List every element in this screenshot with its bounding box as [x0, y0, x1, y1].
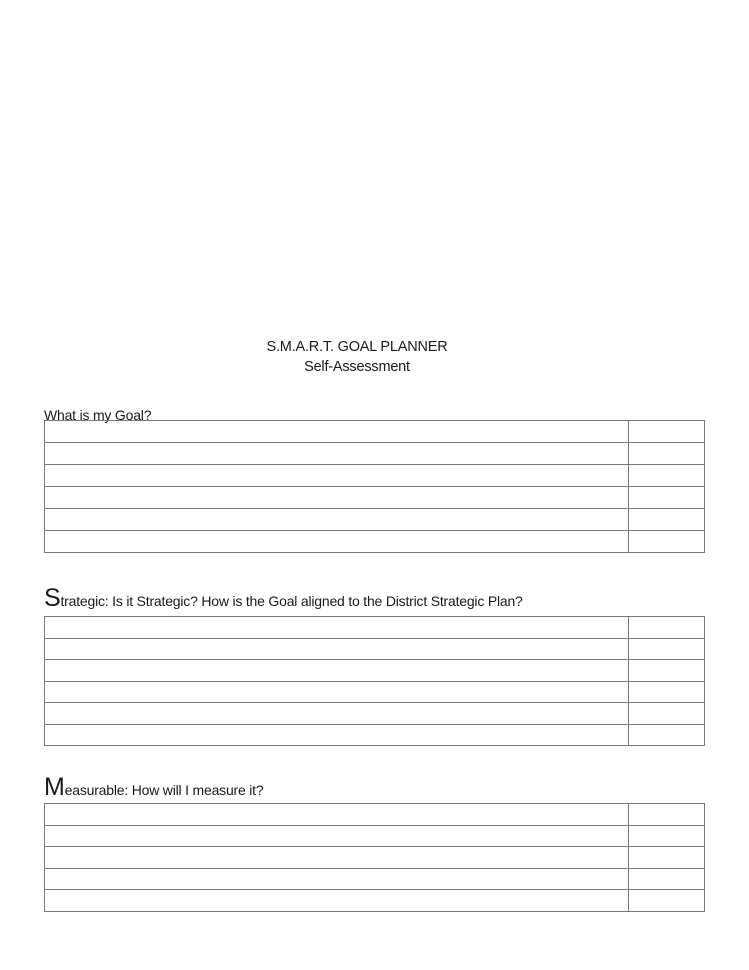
- measurable-entry-cell[interactable]: [45, 890, 629, 912]
- table-row: [45, 531, 705, 553]
- goal-check-cell[interactable]: [629, 421, 705, 443]
- goal-entry-cell[interactable]: [45, 421, 629, 443]
- section-label-text: What is my Goal?: [44, 407, 152, 423]
- measurable-entry-cell[interactable]: [45, 847, 629, 869]
- measurable-entry-cell[interactable]: [45, 868, 629, 890]
- strategic-entry-input[interactable]: [45, 639, 628, 660]
- strategic-entry-input[interactable]: [45, 660, 628, 681]
- strategic-entry-input[interactable]: [45, 703, 628, 724]
- strategic-entry-cell[interactable]: [45, 660, 629, 682]
- strategic-check-cell[interactable]: [629, 638, 705, 660]
- strategic-entry-input[interactable]: [45, 682, 628, 703]
- table-row: [45, 638, 705, 660]
- strategic-check-cell[interactable]: [629, 617, 705, 639]
- table-row: [45, 804, 705, 826]
- table-row: [45, 509, 705, 531]
- goal-entry-cell[interactable]: [45, 443, 629, 465]
- strategic-entry-cell[interactable]: [45, 638, 629, 660]
- strategic-entry-cell[interactable]: [45, 703, 629, 725]
- goal-check-cell[interactable]: [629, 487, 705, 509]
- strategic-entry-cell[interactable]: [45, 681, 629, 703]
- section-label-measurable: [44, 775, 263, 800]
- table-row: [45, 703, 705, 725]
- table-row: [45, 617, 705, 639]
- table-row: [45, 825, 705, 847]
- measurable-entry-input[interactable]: [45, 804, 628, 825]
- goal-entry-cell[interactable]: [45, 531, 629, 553]
- strategic-check-cell[interactable]: [629, 703, 705, 725]
- table-row: [45, 681, 705, 703]
- goal-entry-input[interactable]: [45, 421, 628, 442]
- goal-entry-cell[interactable]: [45, 487, 629, 509]
- section-label-text: trategic: Is it Strategic? How is the Goal aligned to the District Strategic Plan?: [60, 593, 523, 609]
- measurable-entry-cell[interactable]: [45, 804, 629, 826]
- goal-entry-input[interactable]: [45, 443, 628, 464]
- section-initial: S: [44, 584, 61, 612]
- goal-check-cell[interactable]: [629, 465, 705, 487]
- table-row: [45, 465, 705, 487]
- strategic-table: [44, 616, 705, 746]
- table-row: [45, 487, 705, 509]
- measurable-check-cell[interactable]: [629, 804, 705, 826]
- header: [0, 338, 714, 378]
- measurable-entry-input[interactable]: [45, 826, 628, 847]
- strategic-check-cell[interactable]: [629, 660, 705, 682]
- measurable-check-cell[interactable]: [629, 890, 705, 912]
- measurable-entry-input[interactable]: [45, 890, 628, 911]
- table-row: [45, 724, 705, 746]
- goal-check-cell[interactable]: [629, 443, 705, 465]
- goal-check-cell[interactable]: [629, 531, 705, 553]
- page-subtitle: Self-Assessment: [304, 359, 410, 375]
- measurable-check-cell[interactable]: [629, 847, 705, 869]
- goal-entry-input[interactable]: [45, 531, 628, 552]
- table-row: [45, 868, 705, 890]
- section-initial: M: [44, 773, 65, 801]
- measurable-check-cell[interactable]: [629, 868, 705, 890]
- strategic-check-cell[interactable]: [629, 724, 705, 746]
- section-label-strategic: [44, 586, 523, 611]
- goal-table: [44, 420, 705, 553]
- goal-entry-cell[interactable]: [45, 509, 629, 531]
- strategic-entry-cell[interactable]: [45, 617, 629, 639]
- measurable-entry-input[interactable]: [45, 847, 628, 868]
- strategic-entry-cell[interactable]: [45, 724, 629, 746]
- goal-entry-cell[interactable]: [45, 465, 629, 487]
- section-label-text: easurable: How will I measure it?: [64, 782, 264, 798]
- strategic-entry-input[interactable]: [45, 725, 628, 746]
- table-row: [45, 443, 705, 465]
- goal-check-cell[interactable]: [629, 509, 705, 531]
- table-row: [45, 421, 705, 443]
- goal-entry-input[interactable]: [45, 465, 628, 486]
- measurable-table: [44, 803, 705, 912]
- table-row: [45, 660, 705, 682]
- table-row: [45, 890, 705, 912]
- strategic-entry-input[interactable]: [45, 617, 628, 638]
- measurable-check-cell[interactable]: [629, 825, 705, 847]
- measurable-entry-cell[interactable]: [45, 825, 629, 847]
- strategic-check-cell[interactable]: [629, 681, 705, 703]
- page-title: S.M.A.R.T. GOAL PLANNER: [266, 339, 448, 355]
- table-row: [45, 847, 705, 869]
- goal-entry-input[interactable]: [45, 509, 628, 530]
- goal-entry-input[interactable]: [45, 487, 628, 508]
- measurable-entry-input[interactable]: [45, 869, 628, 890]
